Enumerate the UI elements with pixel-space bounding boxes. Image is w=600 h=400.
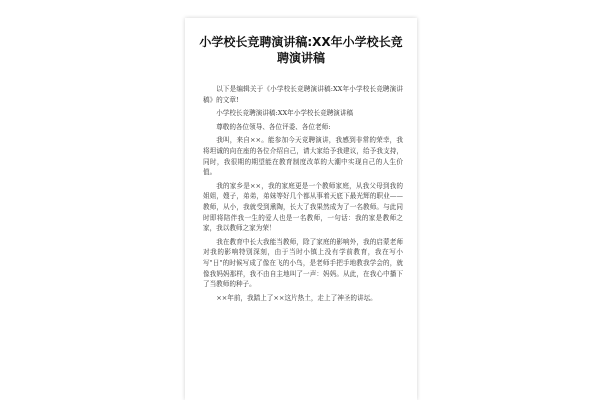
paragraph-childhood: 我在教育中长大我能当教师，除了家庭的影响外，我的启蒙老师对我的影响特别深刻，由于当时小镇上没有学前教育，我在写小写"日"的时候写成了像在飞的小鸟，是老师手把手地教我学会的，就像我妈妈那样，我不由自主地叫了一声：妈妈。从此，在我心中播下了当教师的种子。: [203, 237, 403, 289]
paragraph-heading: 小学校长竞聘演讲稿:XX年小学校长竞聘演讲稿: [216, 109, 354, 118]
paragraph-self-intro: 我叫，来自××。能参加今天竞聘演讲，我感到非常的荣幸，我将坦诚的向在座的各位介绍自己，请大家给予我建议，给予我支持，同时，我很期的期望能在教育制度改革的大潮中实现自己的人生价值。: [203, 136, 403, 177]
paragraph-career: ××年前，我踏上了××这片热土，走上了神圣的讲坛。: [216, 293, 377, 302]
document-body: [203, 84, 403, 306]
paragraph-family: 我的家乡是××，我的家庭更是一个教师家庭，从我父母到我的姐姐，嫂子，弟弟，弟妹等好几个都从事着天底下最光辉的职业——教师，从小，我就受到熏陶，长大了我果然成为了一名教师。与此同时即将陪伴我一生的爱人也是一名教师，一句话：我的家是教师之家，我以教师之家为荣！: [203, 181, 403, 233]
paragraph-intro: 以下是编辑关于《小学校长竞聘演讲稿:XX年小学校长竞聘演讲稿》的文章!: [203, 85, 403, 104]
paragraph-greeting: 尊敬的各位领导、各位评委、各位老师:: [216, 122, 331, 131]
document-title: 小学校长竞聘演讲稿:XX年小学校长竞聘演讲稿: [199, 35, 403, 65]
document-page: [185, 18, 417, 400]
